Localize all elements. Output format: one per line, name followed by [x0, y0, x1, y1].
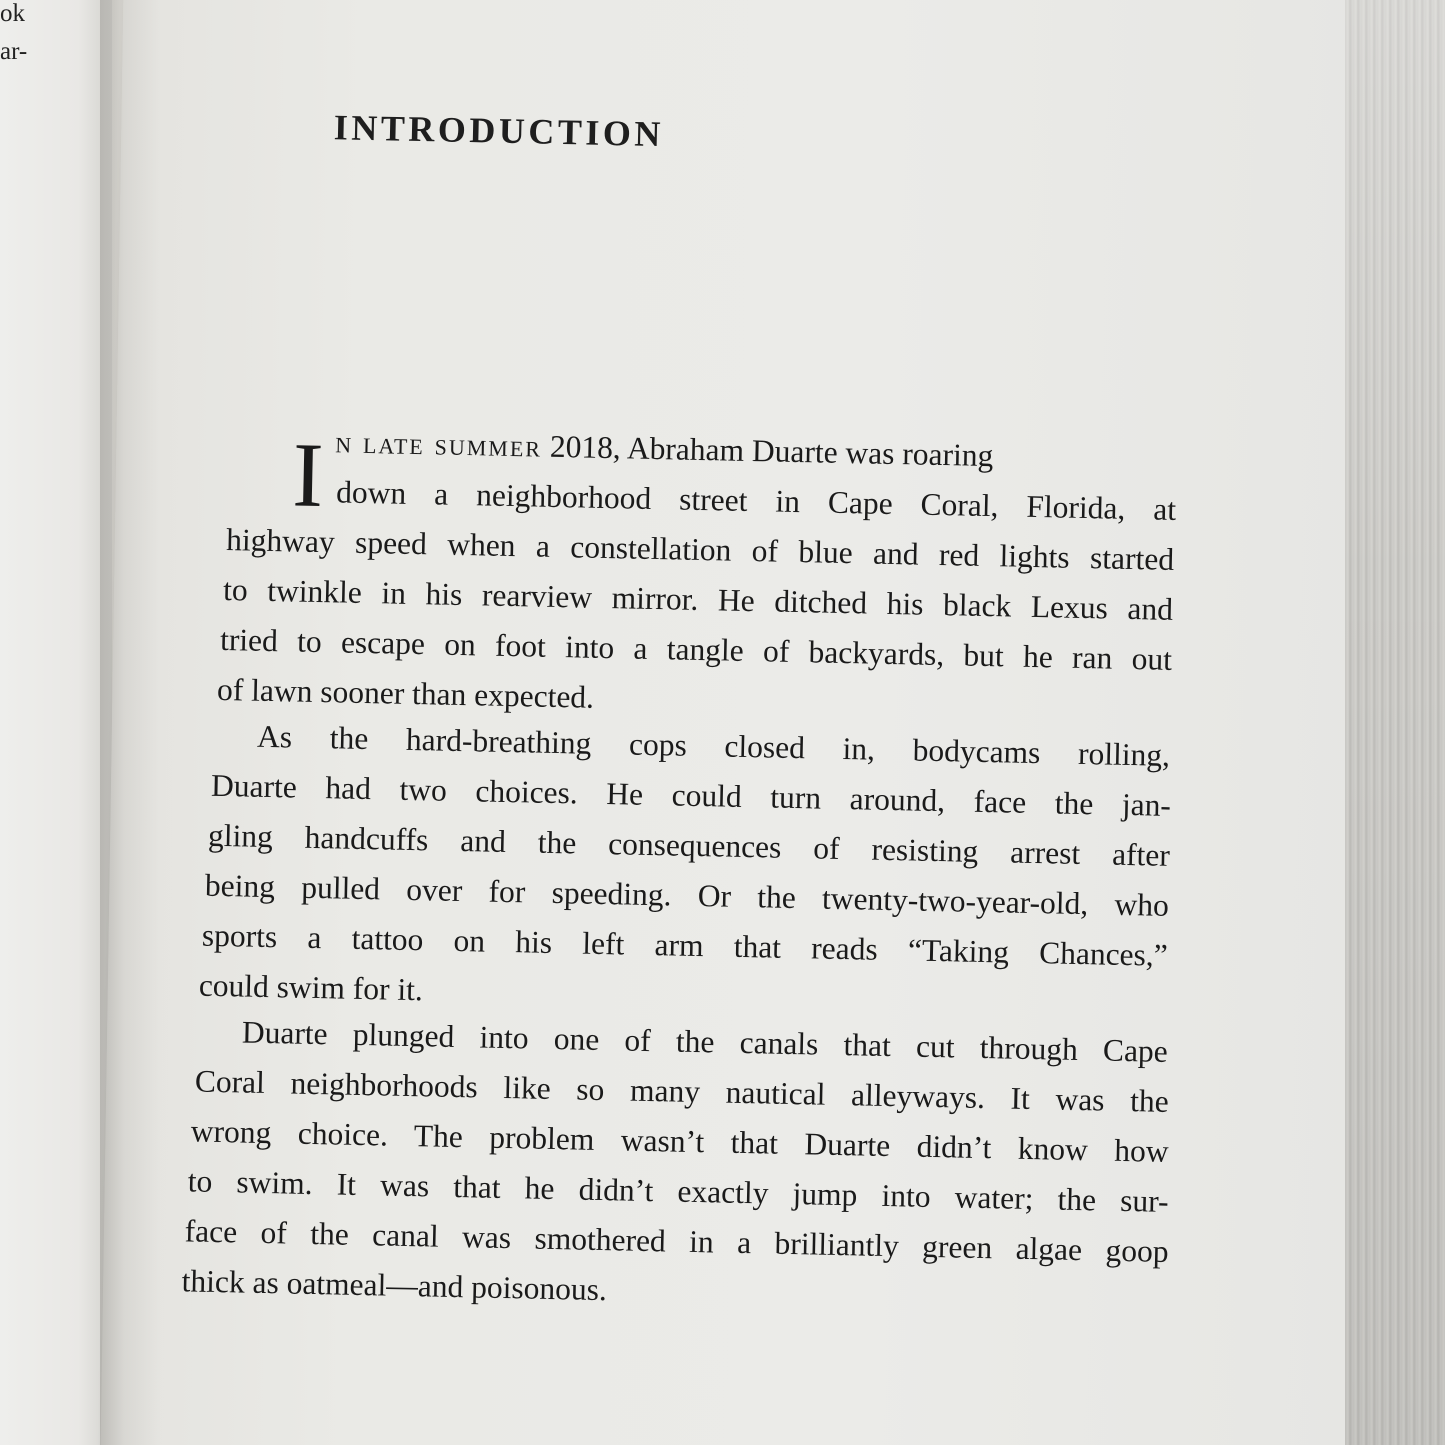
- left-page-line: ok: [0, 0, 25, 27]
- paragraph-line: down a neighborhood street in Cape Coral, Florida, at: [335, 474, 1177, 527]
- left-page-line: ar-: [0, 38, 28, 65]
- line-text: 2018, Abraham Duarte was roaring: [541, 428, 994, 474]
- paragraph-line: [335, 424, 994, 474]
- paragraph-line: Duarte had two choices. He could turn around, face the jan-: [210, 767, 1172, 823]
- paragraph-line: tried to escape on foot into a tangle of backyards, but he ran out: [219, 621, 1173, 677]
- paragraph-line: highway speed when a constellation of blue and red lights started: [225, 522, 1175, 577]
- paragraph-line: As the hard-breathing cops closed in, bodycams rolling,: [256, 718, 1171, 773]
- small-caps-opening: n late summer: [334, 424, 543, 464]
- chapter-title: INTRODUCTION: [333, 107, 665, 155]
- paragraph-line: wrong choice. The problem wasn’t that Duarte didn’t know how: [190, 1113, 1170, 1169]
- paragraph-line: of lawn sooner than expected.: [216, 671, 595, 715]
- paragraph-line: gling handcuffs and the consequences of resisting arrest after: [207, 817, 1171, 873]
- paragraph-line: Coral neighborhoods like so many nautical alleyways. It was the: [194, 1063, 1170, 1119]
- paragraph-line: thick as oatmeal—and poisonous.: [181, 1263, 608, 1308]
- paragraph-line: face of the canal was smothered in a brilliantly green algae goop: [184, 1213, 1169, 1269]
- paragraph-line: sports a tattoo on his left arm that reads “Taking Chances,”: [201, 917, 1169, 973]
- paragraph-line: could swim for it.: [198, 967, 424, 1008]
- paragraph-line: to swim. It was that he didn’t exactly jump into water; the sur-: [187, 1163, 1169, 1219]
- drop-cap: I: [291, 423, 325, 527]
- paragraph-line: to twinkle in his rearview mirror. He ditched his black Lexus and: [222, 571, 1174, 627]
- paragraph-line: Duarte plunged into one of the canals that cut through Cape: [241, 1014, 1169, 1069]
- paragraph-line: being pulled over for speeding. Or the twenty-two-year-old, who: [204, 867, 1170, 923]
